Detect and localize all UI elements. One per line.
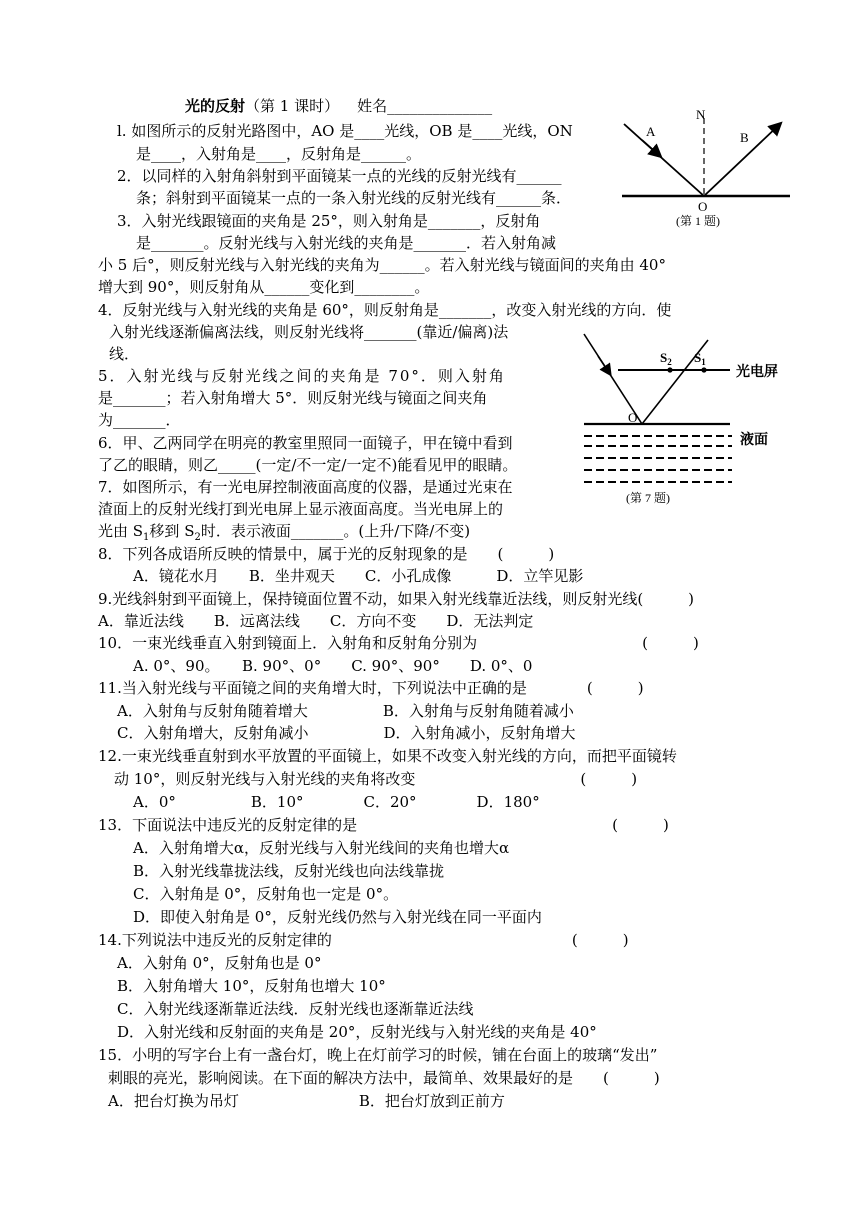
- q3-line-3: 小 5 后°，则反射光线与入射光线的夹角为______。若入射光线与镜面间的夹角由 40°: [98, 256, 666, 274]
- label-b: B: [740, 130, 749, 145]
- label-screen: 光电屏: [736, 364, 778, 380]
- q7-line-2: 渣面上的反射光线打到光电屏上显示液面高度。当光电屏上的: [98, 500, 504, 518]
- q11-options-ab: A．入射角与反射角随着增大 B．入射角与反射角随着减小: [117, 702, 574, 720]
- q14-option-b: B．入射角增大 10°，反射角也增大 10°: [117, 977, 386, 995]
- incident-arrow: [642, 140, 660, 156]
- worksheet-title: [185, 97, 492, 115]
- q7-text-a: 光由 S: [98, 522, 144, 540]
- q4-line-1: 4．反射光线与入射光线的夹角是 60°，则反射角是_______，改变入射光线的方向．使: [98, 301, 672, 319]
- label-n: N: [696, 107, 706, 122]
- q7-sub-2: 2: [194, 532, 201, 543]
- q9-options: A．靠近法线 B．远离法线 C．方向不变 D．无法判定: [98, 612, 534, 630]
- q5-line-1: 5．入射光线与反射光线之间的夹角是 70°．则入射角: [98, 367, 506, 385]
- q4-line-2: 入射光线逐渐偏离法线，则反射光线将_______(靠近/偏离)法: [109, 323, 509, 341]
- q10-line-1: 10．一束光线垂直入射到镜面上．入射角和反射角分别为 ( ): [98, 634, 699, 652]
- label-o: O: [698, 199, 708, 214]
- point-s2: [667, 367, 672, 372]
- q7-line-1: 7．如图所示，有一光电屏控制液面高度的仪器，是通过光束在: [98, 478, 513, 496]
- q14-option-a: A．入射角 0°，反射角也是 0°: [117, 954, 322, 972]
- q1-line-2: 是____，入射角是____，反射角是______。: [136, 145, 422, 163]
- q3-line-2: 是_______。反射光线与入射光线的夹角是_______．若入射角减: [136, 234, 557, 252]
- q7-text-c: 时．表示液面_______。(上升/下降/不变): [200, 522, 471, 540]
- q6-line-1: 6．甲、乙两同学在明亮的教室里照同一面镜子，甲在镜中看到: [98, 434, 513, 452]
- q13-option-d: D．即使入射角是 0°，反射光线仍然与入射光线在同一平面内: [133, 908, 542, 926]
- label-o: O: [628, 410, 638, 425]
- figure-1-caption: (第 1 题): [676, 214, 720, 228]
- q1-line-1: l. 如图所示的反射光路图中，AO 是____光线，OB 是____光线，ON: [117, 122, 573, 140]
- figure-1-reflection-diagram: [612, 104, 802, 230]
- label-s2: [660, 350, 672, 367]
- q8-line-1: 8．下列各成语所反映的情景中，属于光的反射现象的是 ( ): [98, 545, 555, 563]
- q5-line-2: 是_______；若入射角增大 5°．则反射光线与镜面之间夹角: [98, 389, 488, 407]
- label-s2-sub: 2: [667, 357, 672, 367]
- title-lesson: （第 1 课时）: [245, 97, 340, 115]
- q14-line-1: 14.下列说法中违反光的反射定律的 ( ): [98, 931, 629, 949]
- q11-line-1: 11.当入射光线与平面镜之间的夹角增大时，下列说法中正确的是 ( ): [98, 679, 644, 697]
- q7-text-b: 移到 S: [149, 522, 195, 540]
- q2-line-2: 条；斜射到平面镜某一点的一条入射光线的反射光线有______条．: [136, 189, 572, 207]
- q11-options-cd: C．入射角增大，反射角减小 D．入射角减小，反射角增大: [117, 724, 576, 742]
- q15-line-1: 15．小明的写字台上有一盏台灯，晚上在灯前学习的时候，铺在台面上的玻璃“发出”: [98, 1046, 658, 1064]
- title-main: 光的反射: [185, 97, 246, 115]
- q15-line-2: 刺眼的亮光，影响阅读。在下面的解决方法中，最简单、效果最好的是 ( ): [108, 1069, 660, 1087]
- q13-option-c: C．入射角是 0°，反射角也一定是 0°。: [133, 885, 399, 903]
- q8-options: A．镜花水月 B．坐井观天 C．小孔成像 D．立竿见影: [133, 567, 584, 585]
- label-s1: [694, 350, 706, 367]
- q5-line-3: 为_______．: [98, 411, 181, 429]
- label-a: A: [646, 124, 656, 139]
- figure-7-caption: (第 7 题): [626, 491, 670, 505]
- q7-sub-1: 1: [143, 532, 150, 543]
- incident-ray: [624, 124, 704, 196]
- q10-options: A. 0°、90。 B. 90°、0° C. 90°、90° D. 0°、0: [133, 657, 533, 675]
- q13-option-b: B．入射光线靠拢法线，反射光线也向法线靠拢: [133, 862, 445, 880]
- q15-options: A．把台灯换为吊灯 B．把台灯放到正前方: [108, 1092, 505, 1110]
- q12-line-2: 动 10°，则反射光线与入射光线的夹角将改变 ( ): [114, 770, 638, 788]
- q12-options: A．0° B．10° C．20° D．180°: [133, 793, 540, 811]
- name-field-label: 姓名______________: [357, 97, 493, 115]
- q3-line-4: 增大到 90°，则反射角从______变化到________。: [98, 278, 430, 296]
- q14-option-d: D．入射光线和反射面的夹角是 20°，反射光线与入射光线的夹角是 40°: [117, 1023, 597, 1041]
- label-liquid: 液面: [740, 432, 768, 448]
- q3-line-1: 3．入射光线跟镜面的夹角是 25°，则入射角是_______，反射角: [117, 212, 541, 230]
- q6-line-2: 了乙的眼睛，则乙_____(一定/不一定/一定不)能看见甲的眼睛。: [98, 456, 518, 474]
- q12-line-1: 12.一束光线垂直射到水平放置的平面镜上，如果不改变入射光线的方向，而把平面镜转: [98, 747, 677, 765]
- incident-beam-arrow: [598, 356, 610, 374]
- label-s1-sub: 1: [701, 357, 706, 367]
- q2-line-1: 2．以同样的入射角斜射到平面镜某一点的光线的反射光线有______: [117, 167, 562, 185]
- q14-option-c: C．入射光线逐渐靠近法线．反射光线也逐渐靠近法线: [117, 1000, 474, 1018]
- q13-line-1: 13．下面说法中违反光的反射定律的是 ( ): [98, 816, 669, 834]
- label-s2-letter: S: [660, 350, 668, 365]
- q4-line-3: 线．: [109, 345, 140, 363]
- point-s1: [701, 367, 706, 372]
- q13-option-a: A．入射角增大α，反射光线与入射光线间的夹角也增大α: [133, 839, 510, 857]
- label-s1-letter: S: [694, 350, 702, 365]
- q7-line-3: [98, 522, 470, 547]
- figure-7-liquid-level-diagram: [580, 332, 790, 510]
- q9-line-1: 9.光线斜射到平面镜上，保持镜面位置不动，如果入射光线靠近法线，则反射光线( ): [98, 590, 695, 608]
